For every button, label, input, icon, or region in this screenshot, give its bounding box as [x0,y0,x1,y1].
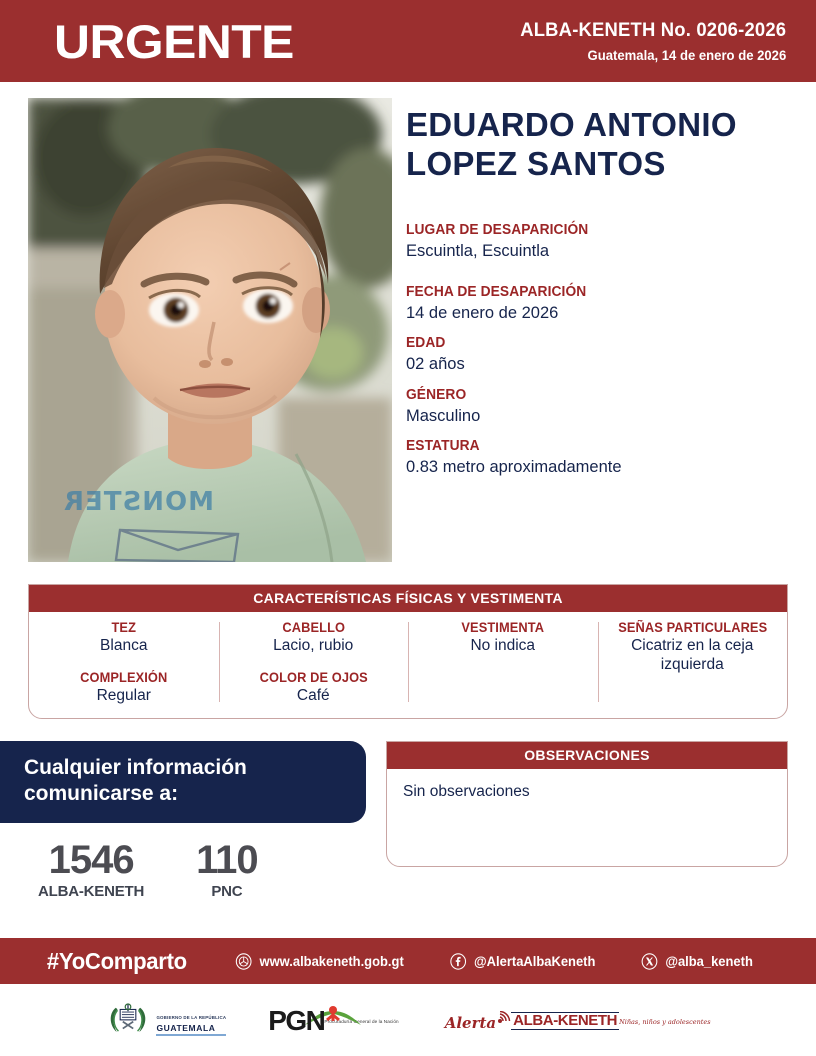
char-label: COLOR DE OJOS [259,669,368,685]
char-senas-particulares [606,620,780,675]
observations-box [386,741,788,867]
field-estatura [406,438,788,478]
char-color-ojos [227,670,401,706]
char-label: TEZ [111,620,137,635]
field-edad [406,335,788,375]
char-value: No indica [470,637,536,654]
signal-waves-icon [497,1011,511,1029]
guatemala-logo-text [156,1006,226,1036]
field-value: 0.83 metro aproximadamente [406,458,622,477]
phone-list [0,838,380,901]
logo-pgn [268,1007,398,1035]
field-label: ESTATURA [406,438,480,455]
facebook-text: @AlertaAlbaKeneth [474,953,596,969]
char-complexion [37,670,211,706]
detail-field-list [406,222,788,478]
observations-text: Sin observaciones [403,782,530,800]
observations-section [386,741,788,867]
char-vestimenta [416,620,590,656]
person-details [392,98,788,562]
globe-icon [235,953,251,970]
phone-label: PNC [211,883,243,901]
x-twitter-icon [641,953,657,970]
pgn-logo-main: PGN [268,1005,325,1036]
characteristics-title: CARACTERÍSTICAS FÍSICAS Y VESTIMENTA [29,585,787,612]
char-value: Regular [96,686,151,704]
phone-alba-keneth[interactable] [38,838,145,901]
contact-banner [0,741,366,824]
contact-section [0,741,380,901]
char-value: Cicatriz en la ceja izquierda [631,637,754,673]
alerta-logo-word: Alerta [444,1014,497,1032]
person-name-line1: EDUARDO ANTONIO [406,106,737,143]
guatemala-emblem-icon [105,999,151,1044]
field-label: FECHA DE DESAPARICIÓN [406,283,587,300]
field-fecha-desaparicion [406,284,788,324]
social-link-website[interactable] [235,953,403,970]
alerta-logo-main: ALBA-KENETH [513,1012,618,1030]
issue-date: Guatemala, 14 de enero de 2026 [587,47,786,63]
char-tez [37,620,211,656]
characteristics-column-2 [219,618,409,706]
observations-title: OBSERVACIONES [387,742,787,769]
char-label: SEÑAS PARTICULARES [617,620,767,635]
case-info [512,20,786,63]
social-link-x[interactable] [641,953,753,970]
page-title [406,106,788,184]
phone-pnc[interactable] [196,838,258,901]
characteristics-column-4 [598,618,788,706]
x-handle-text: @alba_keneth [664,953,753,969]
char-cabello [227,620,401,656]
characteristics-body [29,612,787,718]
social-footer-bar [0,938,816,984]
alerta-logo-sub: Niñas, niños y adolescentes [619,1017,711,1026]
hashtag-label: #YoComparto [46,947,187,974]
char-value: Café [296,686,330,704]
svg-text:MONSTER: MONSTER [63,487,214,517]
profile-section [0,82,816,562]
char-label: CABELLO [281,620,345,635]
field-value: 02 años [406,355,465,374]
field-lugar-desaparicion [406,222,788,262]
field-value: Escuintla, Escuintla [406,241,550,260]
char-label: COMPLEXIÓN [80,669,168,685]
char-label: VESTIMENTA [461,620,545,635]
case-number: ALBA-KENETH No. 0206-2026 [519,19,786,41]
field-value: Masculino [406,406,481,425]
guatemala-logo-main: GUATEMALA [156,1024,226,1036]
field-label: EDAD [406,335,446,352]
phone-label: ALBA-KENETH [38,883,145,901]
missing-person-photo [28,98,392,562]
social-link-facebook[interactable] [450,953,595,970]
char-value: Blanca [100,637,148,654]
pgn-logo-sub: Procuraduría General de la Nación [324,1019,399,1024]
phone-number: 110 [196,838,258,883]
characteristics-table [28,584,788,719]
characteristics-column-3 [408,618,598,706]
characteristics-column-1 [29,618,219,706]
field-value: 14 de enero de 2026 [406,303,559,322]
website-text: www.albakeneth.gob.gt [259,953,404,969]
char-value: Lacio, rubio [273,637,354,654]
person-name-line2: LOPEZ SANTOS [406,144,666,182]
contact-banner-line2: comunicarse a: [24,782,179,806]
field-label: GÉNERO [406,386,467,403]
logo-alerta-alba-keneth [441,1011,711,1031]
institution-logos [0,992,816,1050]
phone-number: 1546 [48,838,134,883]
guatemala-logo-top: GOBIERNO DE LA REPÚBLICA [156,1015,227,1021]
field-genero [406,387,788,427]
urgent-label: URGENTE [54,14,294,68]
contact-banner-line1: Cualquier información [24,755,247,779]
facebook-icon [450,953,466,970]
logo-gobierno-guatemala [105,999,226,1044]
urgent-header [0,0,816,82]
contact-and-observations [0,741,816,901]
photo-illustration [28,98,392,562]
field-label: LUGAR DE DESAPARICIÓN [406,221,589,238]
